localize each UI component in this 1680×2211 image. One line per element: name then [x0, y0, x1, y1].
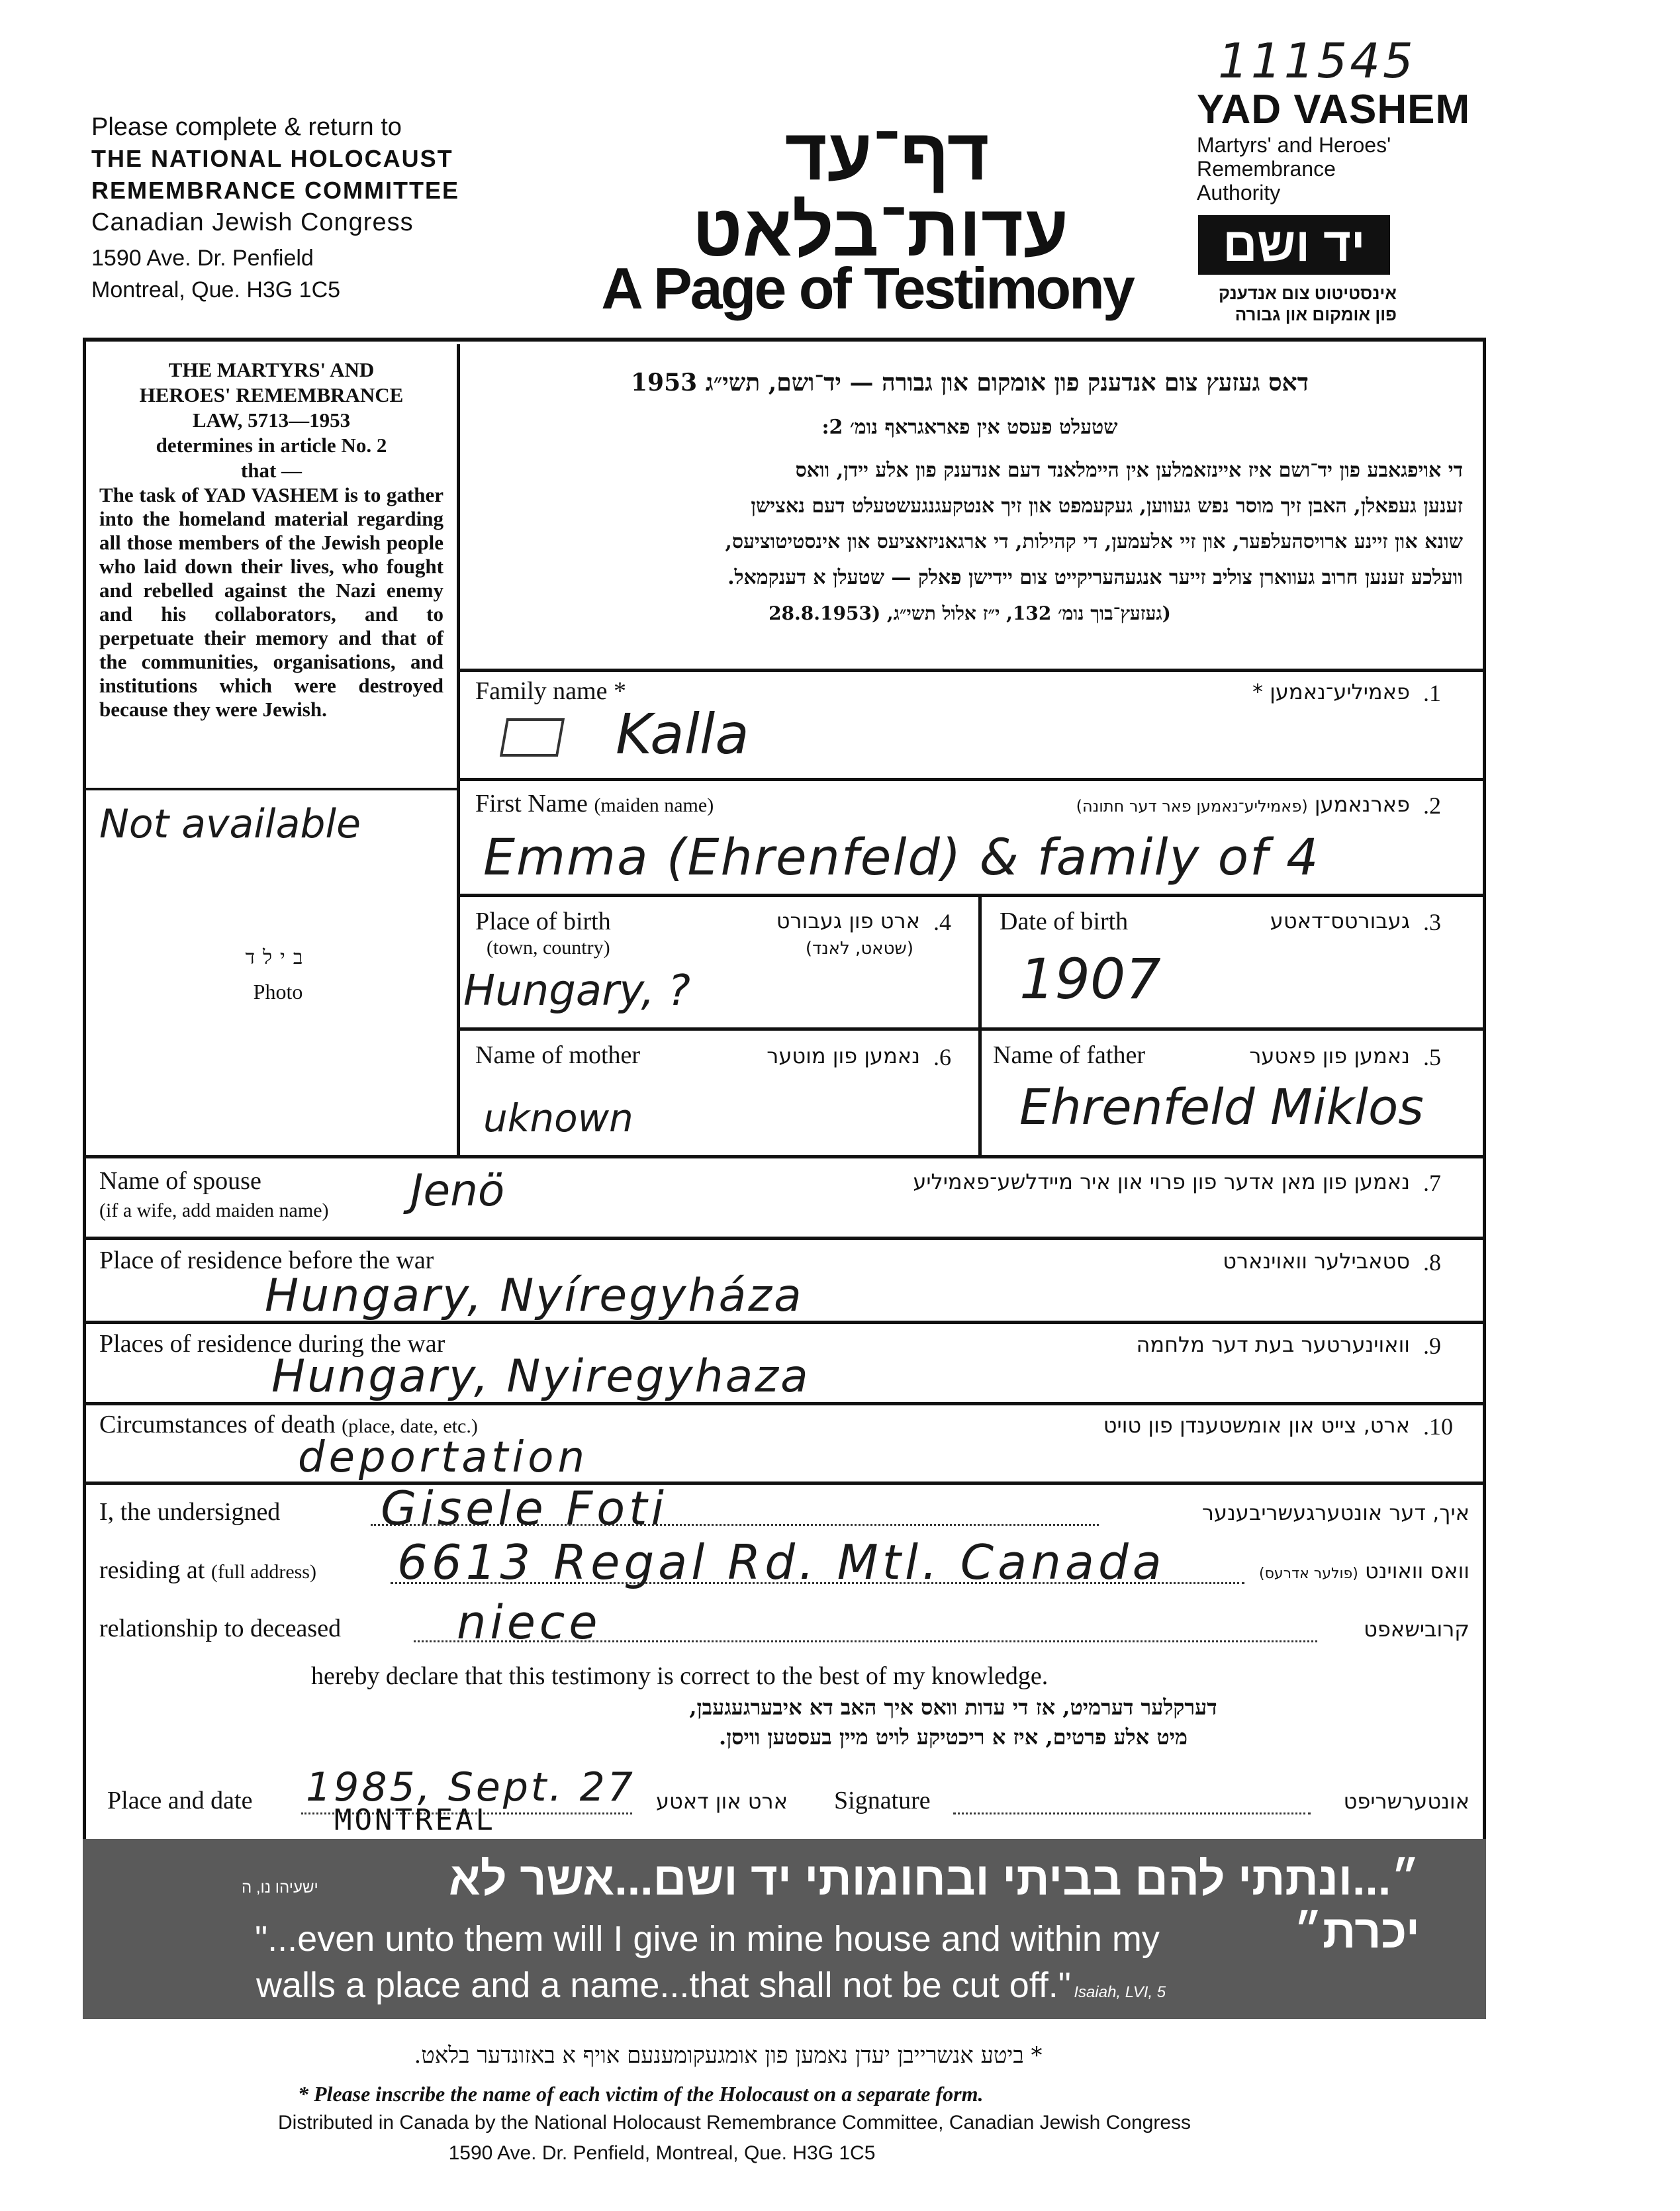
declaration-statement-hebrew: מיט אלע פרטים, איז א ריכטיקע לויט מיין בעסטען וויסן. [718, 1724, 1188, 1750]
law-box [99, 357, 443, 722]
authority-line: Martyrs' and Heroes' [1197, 133, 1391, 157]
strikeout-mark [500, 718, 565, 757]
frame-right-border [1483, 338, 1486, 2019]
relationship-value[interactable]: niece [457, 1595, 602, 1650]
residence-before-value[interactable]: Hungary, Nyíregyháza [265, 1270, 804, 1322]
authority-name: YAD VASHEM [1197, 87, 1471, 132]
quote-banner [83, 1839, 1486, 2019]
banner-ref: Isaiah, LVI, 5 [1074, 1983, 1166, 2001]
signature-label-hebrew: אונטערשריפט [1343, 1789, 1470, 1814]
return-line: Canadian Jewish Congress [91, 209, 414, 236]
father-name-value[interactable]: Ehrenfeld Miklos [1019, 1079, 1424, 1136]
place-of-birth-sublabel-hebrew: (שטאט, לאנד) [805, 939, 913, 959]
father-name-label: Name of father [993, 1041, 1145, 1069]
mother-name-value[interactable]: uknown [483, 1096, 633, 1141]
field-number: .1 [1423, 680, 1441, 706]
spouse-label: Name of spouse [99, 1167, 261, 1195]
banner-english-2-text: walls a place and a name...that shall not be cut off." [256, 1965, 1071, 2005]
field-number: .6 [933, 1044, 951, 1070]
residence-before-label-hebrew: סטאבילער וואוינארט [1223, 1248, 1410, 1274]
row-rule [457, 778, 1486, 781]
place-of-birth-sublabel: (town, country) [487, 937, 610, 959]
field-number: .8 [1423, 1249, 1441, 1276]
spouse-sublabel: (if a wife, add maiden name) [99, 1200, 329, 1221]
return-line: Montreal, Que. H3G 1C5 [91, 277, 341, 303]
date-of-birth-label: Date of birth [1000, 908, 1129, 935]
footer-hebrew: * ביטע אנשרייבן יעדן נאמען פון אומגעקומענעם אויף א באזונדער בלאט. [414, 2042, 1043, 2069]
place-date-label: Place and date [107, 1787, 253, 1814]
title-yiddish-1: דף־עד [784, 114, 990, 195]
row-rule [457, 669, 1486, 672]
frame-left-border [83, 338, 86, 2019]
authority-block [1197, 86, 1470, 205]
page-title: A Page of Testimony [601, 256, 1133, 321]
return-line: 1590 Ave. Dr. Penfield [91, 246, 314, 271]
authority-sub-1: אינסטיטוט צום אנדענק [1219, 283, 1397, 303]
declaration-statement: hereby declare that this testimony is correct to the best of my knowledge. [311, 1662, 1049, 1690]
mother-name-label: Name of mother [475, 1041, 641, 1069]
first-name-label-text: First Name [475, 790, 588, 818]
footer-note: * Please inscribe the name of each victim of the Holocaust on a separate form. [298, 2082, 984, 2106]
authority-line: Remembrance [1197, 157, 1336, 181]
family-name-label: Family name * [475, 677, 626, 705]
undersigned-value[interactable]: Gisele Foti [381, 1482, 668, 1536]
frame-top-rule [83, 338, 1486, 342]
return-line: Please complete & return to [91, 113, 402, 141]
authority-line: Authority [1197, 181, 1281, 205]
footer-address: 1590 Ave. Dr. Penfield, Montreal, Que. H3G 1C5 [448, 2142, 876, 2164]
circumstances-sublabel: (place, date, etc.) [342, 1415, 478, 1437]
return-line: THE NATIONAL HOLOCAUST [91, 145, 453, 172]
father-name-label-hebrew: נאמען פון פאטער [1249, 1043, 1410, 1068]
row-rule [457, 894, 1486, 897]
field-number: .7 [1423, 1170, 1441, 1196]
logo-text: יד ושם [1223, 218, 1366, 271]
signature-label: Signature [834, 1787, 931, 1814]
return-instructions [91, 111, 459, 306]
law-line: that — [240, 459, 303, 482]
yiddish-law-line: שטעלט פעסט אין פאראגראף נומ׳ 2: [821, 416, 1118, 439]
place-date-value-2[interactable]: MONTREAL [334, 1803, 496, 1837]
yiddish-law [477, 363, 1463, 632]
circumstances-label-hebrew: ארט, צייט און אומשטענדן פון טויט [1103, 1413, 1410, 1438]
first-name-sublabel: (maiden name) [594, 794, 714, 816]
place-date-value[interactable]: 1985, Sept. 27 [306, 1764, 635, 1811]
banner-english-1: "...even unto them will I give in mine house and within my [255, 1919, 1160, 1959]
authority-sub-2: פון אומקום און גבורה [1235, 305, 1397, 324]
field-number: .4 [933, 909, 951, 935]
first-name-label-hebrew [913, 792, 1410, 817]
circumstances-value[interactable]: deportation [298, 1433, 588, 1482]
row-rule [83, 1237, 1486, 1240]
row-rule [83, 1155, 1486, 1158]
banner-english-2 [256, 1965, 1166, 2006]
yad-vashem-logo [1198, 215, 1390, 275]
law-heading: HEROES' REMEMBRANCE [139, 383, 404, 406]
title-yiddish-2: עדות־בלאט [692, 190, 1069, 271]
yiddish-law-title: דאס געזעץ צום אנדענק פון אומקום און גבורה — יד־ושם, תשי״ג 1953 [630, 369, 1309, 397]
law-heading: LAW, 5713—1953 [192, 408, 351, 432]
yiddish-law-line: שונא און זיינע ארויסהעלפער, און זיי אלעמען, די קהילות, די ארגאניזאציעס און אינסטיטוציעס, [725, 530, 1463, 553]
field-number: .10 [1423, 1413, 1453, 1440]
residence-during-label-hebrew: וואוינערטער בעת דער מלחמה [1136, 1332, 1410, 1357]
place-of-birth-label: Place of birth [475, 908, 611, 935]
photo-note: Not available [99, 801, 361, 847]
field-number: .5 [1423, 1044, 1441, 1070]
residing-heb-sub: (פולער אדרעס) [1259, 1566, 1358, 1582]
row-rule [457, 1027, 1486, 1031]
circumstances-label-text: Circumstances of death [99, 1411, 336, 1438]
row-divider [978, 895, 982, 1027]
mother-name-label-hebrew: נאמען פון מוטער [767, 1043, 920, 1068]
law-body: The task of YAD VASHEM is to gather into the homeland material regarding all those members of the Jewish people who laid down their lives, who fought and rebelled against the Nazi enemy and his collaborators, and to perpetuate their memory and that of the communities, organisations, and institutions which were destroyed because they were Jewish. [99, 483, 443, 721]
law-divider [457, 344, 460, 1155]
declaration-statement-hebrew: דערקלער דערמיט, אז די עדות וואס איך האב דא איבערגעגעבן, [689, 1695, 1217, 1720]
yiddish-law-line: די אויפגאבע פון יד־ושם איז איינזאמלען אין היימלאנד דעם אנדענק פון אלע יידן, וואס [795, 459, 1463, 482]
residing-label-text: residing at [99, 1556, 205, 1584]
first-name-label [475, 789, 714, 818]
first-name-heb-sub: (פאמיליע־נאמען פאר דער חתונה) [1076, 797, 1308, 816]
photo-label-hebrew: בילד [245, 947, 311, 968]
place-of-birth-label-hebrew: ארט פון געבורט [776, 908, 920, 933]
residing-label-hebrew [1178, 1558, 1470, 1583]
footer-distribution: Distributed in Canada by the National Holocaust Remembrance Committee, Canadian Jewish Congress [278, 2112, 1191, 2134]
date-of-birth-label-hebrew: געבורטס־דאטע [1270, 908, 1410, 933]
residence-during-label: Places of residence during the war [99, 1330, 445, 1358]
relationship-label: relationship to deceased [99, 1615, 342, 1642]
law-box-bottom [86, 788, 457, 790]
residence-before-label: Place of residence before the war [99, 1247, 434, 1274]
spouse-value[interactable]: Jenö [410, 1165, 505, 1216]
first-name-value[interactable]: Emma (Ehrenfeld) & family of 4 [483, 827, 1320, 886]
first-name-heb: פארנאמען [1314, 792, 1410, 817]
undersigned-label: I, the undersigned [99, 1498, 281, 1526]
family-name-value[interactable]: Kalla [616, 702, 749, 767]
yiddish-law-line: זענען געפאלן, האבן זיך מוסר נפש געווען, געקעמפט און זיך אנטקעגנגעשטעלט דעם נאצישן [751, 494, 1463, 518]
field-number: .2 [1423, 792, 1441, 819]
field-number: .3 [1423, 909, 1441, 935]
undersigned-label-hebrew: איך, דער אונטערגעשריבענער [1201, 1500, 1470, 1525]
residing-heb: וואס וואוינט [1364, 1558, 1470, 1583]
field-number: .9 [1423, 1333, 1441, 1359]
return-line: REMEMBRANCE COMMITTEE [91, 177, 459, 204]
residence-during-value[interactable]: Hungary, Nyiregyhaza [271, 1350, 810, 1403]
yiddish-law-ref: (געזעץ־בוך נומ׳ 132, י״ז אלול תשי״ג, (28.8.1953 [769, 602, 1171, 624]
residing-value[interactable]: 6613 Regal Rd. Mtl. Canada [397, 1534, 1166, 1590]
law-line: determines in article No. 2 [156, 434, 387, 457]
date-of-birth-value[interactable]: 1907 [1019, 947, 1161, 1011]
place-of-birth-value[interactable]: Hungary, ? [463, 966, 690, 1015]
spouse-label-hebrew: נאמען פון מאן אדער פון פרוי און איר מיידלשע־פאמיליע [913, 1169, 1410, 1194]
family-name-label-hebrew: פאמיליע־נאמען * [1252, 679, 1410, 704]
signature-line[interactable] [953, 1812, 1311, 1814]
row-divider [978, 1027, 982, 1155]
photo-label: Photo [253, 980, 303, 1004]
yiddish-law-line: וועלכע זענען חרוב געווארן צוליב זייער אנגעהעריקייט צום יידישן פאלק — שטעלן א דענקמאל. [727, 566, 1463, 589]
relationship-label-hebrew: קרובישאפט [1364, 1617, 1470, 1642]
place-date-label-hebrew: ארט און דאטע [655, 1789, 788, 1814]
form-number: 111545 [1218, 33, 1416, 89]
banner-hebrew-ref: ישעיהו נו, ה [242, 1879, 318, 1897]
row-rule [83, 1482, 1486, 1485]
law-heading: THE MARTYRS' AND [168, 358, 375, 381]
residing-sublabel: (full address) [210, 1561, 316, 1583]
banner-hebrew: ״...ונתתי להם בביתי ובחומותי יד ושם...אשר לא יכרת״ [449, 1853, 1420, 1957]
residing-label [99, 1556, 316, 1585]
